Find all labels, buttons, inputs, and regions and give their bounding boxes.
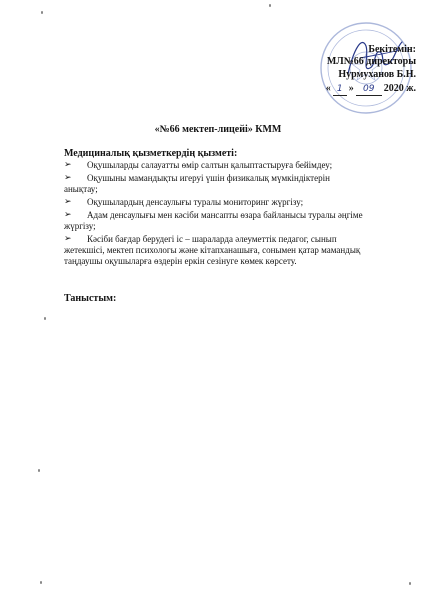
list-item-text-continued: анықтау; <box>64 184 98 194</box>
approval-date <box>326 83 416 96</box>
list-item-text: Оқушыны мамандықты игеруі үшін физикалық мүмкіндіктерін <box>87 173 330 183</box>
list-item-text: Адам денсаулығы мен кәсіби мансапты өзара байланысы туралы әңгіме <box>87 210 363 220</box>
list-item-text: Оқушыларды салауатты өмір салтын қалыптастыруға бейімдеу; <box>87 160 333 170</box>
arrowhead-bullet-icon: ➢ <box>64 160 72 170</box>
scan-speck <box>41 11 43 14</box>
duties-list <box>64 160 380 269</box>
document-heading: «№66 мектеп-лицейі» КММ <box>154 124 282 135</box>
list-item-text-continued: жетекшісі, мектеп психологы және кітапханашыға, сонымен қатар мамандық таңдаушы оқушыларға өздерін еркін сезінуге көмек көрсету. <box>64 245 361 266</box>
date-close-quote: » <box>348 83 354 94</box>
list-item <box>64 234 380 267</box>
acquaint-label: Таныстым: <box>64 293 117 304</box>
list-item-text: Кәсіби бағдар берудегі іс – шараларда әлеуметтік педагог, сынып <box>87 234 337 244</box>
list-item-text-continued: жүргізу; <box>64 221 96 231</box>
arrowhead-bullet-icon: ➢ <box>64 234 72 244</box>
arrowhead-bullet-icon: ➢ <box>64 173 72 183</box>
scan-speck <box>38 469 40 472</box>
section-title: Медициналық қызметкердің қызметі: <box>64 148 238 159</box>
arrowhead-bullet-icon: ➢ <box>64 197 72 207</box>
list-item <box>64 173 380 195</box>
scan-speck <box>40 581 42 584</box>
date-open-quote: « <box>325 83 331 94</box>
list-item <box>64 210 380 232</box>
scan-speck <box>269 4 271 7</box>
approved-label: Бекітемін: <box>368 44 416 55</box>
director-title: МЛ№66 директоры <box>326 56 416 67</box>
scan-speck <box>44 317 46 320</box>
director-name: Нурмуханов Б.Н. <box>338 69 416 80</box>
date-year: 2020 ж. <box>383 83 416 94</box>
list-item <box>64 160 380 171</box>
list-item-text: Оқушылардың денсаулығы туралы мониторинг жүргізу; <box>87 197 304 207</box>
date-month: 09 <box>356 83 382 96</box>
arrowhead-bullet-icon: ➢ <box>64 210 72 220</box>
list-item <box>64 197 380 208</box>
scan-speck <box>409 582 411 585</box>
date-day: 1 <box>333 83 347 96</box>
